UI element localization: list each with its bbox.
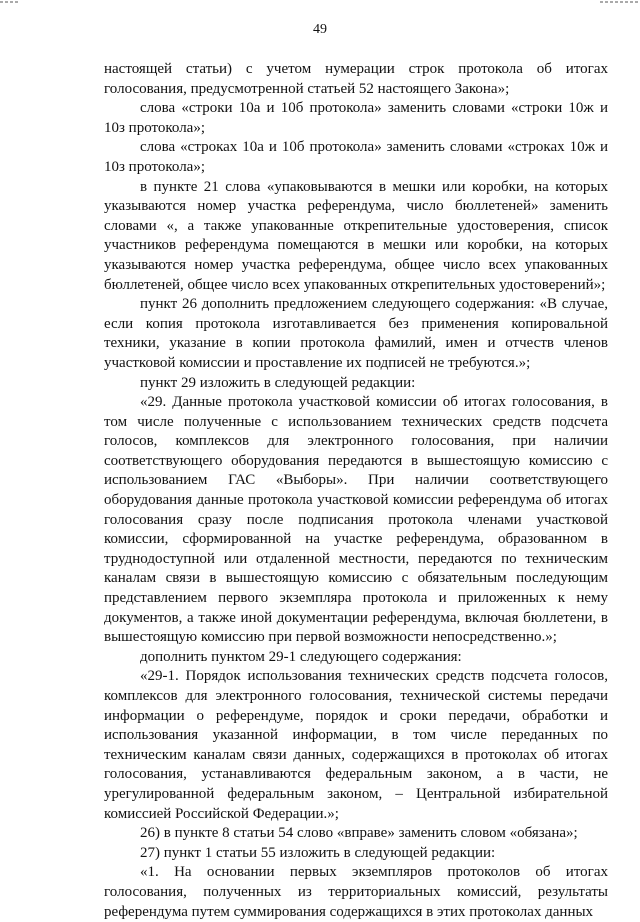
paragraph: дополнить пунктом 29-1 следующего содержания: bbox=[140, 648, 462, 665]
paragraph: слова «строках 10а и 10б протокола» заменить словами «строках 10ж и 10з протокола»; bbox=[104, 139, 608, 175]
paragraph: пункт 29 изложить в следующей редакции: bbox=[140, 374, 416, 391]
document-body bbox=[104, 60, 608, 922]
paragraph: 27) пункт 1 статьи 55 изложить в следующей редакции: bbox=[140, 844, 496, 861]
page-number: 49 bbox=[313, 22, 327, 37]
paragraph: «1. На основании первых экземпляров протоколов об итогах голосования, полученных из территориальных комиссий, результаты референдума путем суммирования содержащихся в этих протоколах данных bbox=[104, 864, 608, 920]
paragraph: в пункте 21 слова «упаковываются в мешки или коробки, на которых указываются номер участка референдума, число бюллетеней» заменить словами «, а также упакованные открепительные удостоверения, список участников референдума помещаются в мешки или коробки, на которых указываются номер участка референдума, общее число всех упакованных бюллетеней, общее число всех упакованных открепительных удостоверений»; bbox=[104, 178, 608, 293]
paragraph: слова «строки 10а и 10б протокола» заменить словами «строки 10ж и 10з протокола»; bbox=[104, 100, 608, 136]
scan-edge-marks bbox=[0, 0, 640, 8]
paragraph: «29-1. Порядок использования технических средств подсчета голосов, комплексов для электронного голосования, технической системы передачи информации о референдуме, порядок и сроки передачи, обработки и использования указанной информации, в том числе переданных по техническим каналам связи данных, содержащихся в протоколах об итогах голосования, устанавливаются федеральным законом, а в части, не урегулированной федеральным законом, – Центральной избирательной комиссией Российской Федерации.»; bbox=[104, 668, 608, 822]
paragraph: пункт 26 дополнить предложением следующего содержания: «В случае, если копия протокола изготавливается без применения копировальной техники, указание в копии протокола фамилий, имен и отчеств членов участковой комиссии и проставление их подписей не требуются.»; bbox=[104, 296, 608, 371]
paragraph: настоящей статьи) с учетом нумерации строк протокола об итогах голосования, предусмотренной статьей 52 настоящего Закона»; bbox=[104, 61, 608, 97]
paragraph: «29. Данные протокола участковой комиссии об итогах голосования, в том числе полученные с использованием технических средств подсчета голосов, комплексов для электронного голосования, при наличии соответствующего оборудования передаются в вышестоящую комиссию с использованием ГАС «Выборы». При наличии соответствующего оборудования данные протокола участковой комиссии референдума об итогах голосования сразу после подписания протокола членами участковой комиссии, сформированной на участке референдума, образованном в труднодоступной или отдаленной местности, передаются по техническим каналам связи в вышестоящую комиссию с обязательным последующим представлением первого экземпляра протокола и приложенных к нему документов, а также иной документации референдума, включая бюллетени, в вышестоящую комиссию при первой возможности непосредственно.»; bbox=[104, 394, 608, 646]
paragraph: 26) в пункте 8 статьи 54 слово «вправе» заменить словом «обязана»; bbox=[140, 825, 578, 842]
